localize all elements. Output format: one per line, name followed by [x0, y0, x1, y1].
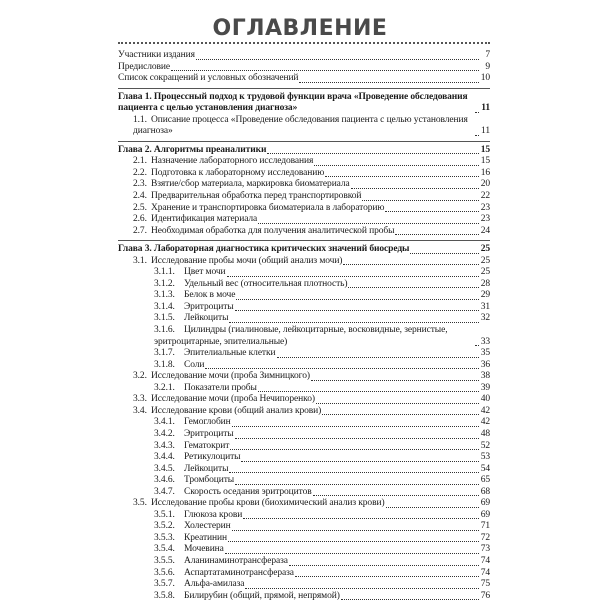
- toc-entry-number: 2.5.: [133, 202, 147, 213]
- toc-section-front: [118, 50, 490, 88]
- toc-page-number: 10: [480, 73, 490, 84]
- toc-entry-number: 3.2.: [133, 371, 147, 382]
- toc-page-number: 11: [481, 103, 490, 114]
- toc-page-number: 32: [480, 313, 490, 324]
- toc-dot-leader: [230, 449, 479, 450]
- toc-dot-leader: [232, 426, 479, 427]
- toc-entry-number: 2.7.: [133, 225, 147, 236]
- toc-dot-leader: [196, 59, 479, 60]
- toc-entry-text: Альфа-амилаза: [184, 579, 245, 590]
- toc-entry: [118, 429, 490, 441]
- toc-entry-text: Креатинин: [184, 532, 227, 543]
- toc-entry-title: [133, 498, 385, 510]
- toc-entry-text: Участники издания: [118, 50, 195, 60]
- toc-entry-number: 3.4.3.: [154, 440, 175, 451]
- toc-page-number: 69: [480, 498, 490, 509]
- toc-entry: [118, 325, 490, 348]
- toc-entry-text: Эпителиальные клетки: [184, 348, 276, 359]
- toc-entry: [118, 50, 490, 62]
- toc-entry-text: Подготовка к лабораторному исследованию: [151, 167, 325, 178]
- toc-entry-text: Необходимая обработка для получения аналитической пробы: [151, 225, 395, 236]
- toc-entry-text: Соли: [184, 359, 205, 370]
- toc-page-number: 33: [480, 336, 490, 347]
- toc-dot-leader: [225, 553, 479, 554]
- toc-entry-number: 2.2.: [133, 167, 147, 178]
- toc-entry-title: [133, 226, 394, 238]
- toc-entry-number: 2.6.: [133, 214, 147, 225]
- toc-dot-leader: [232, 530, 479, 531]
- toc-dot-leader: [267, 153, 479, 154]
- toc-dot-leader: [235, 310, 479, 311]
- toc-entry: [118, 313, 490, 325]
- toc-page-number: 74: [480, 555, 490, 566]
- toc-entry-number: 3.5.8.: [154, 590, 175, 601]
- toc-entry-number: 3.5.4.: [154, 544, 175, 555]
- toc-entry-title: [154, 360, 204, 372]
- toc-entry-text: Мочевина: [184, 544, 224, 555]
- toc-dot-leader: [475, 112, 479, 113]
- toc-entry: [118, 191, 490, 203]
- toc-page-number: 68: [480, 486, 490, 497]
- toc-dot-leader: [316, 403, 479, 404]
- toc-entry-text: Назначение лабораторного исследования: [151, 156, 314, 167]
- toc-page-number: 23: [480, 202, 490, 213]
- toc-dot-leader: [322, 414, 479, 415]
- toc-entry-text: Цвет мочи: [184, 267, 226, 278]
- toc-entry-title: [133, 168, 324, 180]
- toc-dot-leader: [229, 322, 479, 323]
- toc-dot-leader: [311, 380, 479, 381]
- toc-entry-number: 3.4.2.: [154, 428, 175, 439]
- toc-entry-text: Цилиндры (гиалиновые, лейкоцитарные, восковидные, зернистые, эритроцитарные, эпителиальные): [154, 325, 448, 347]
- toc-page-number: 52: [480, 440, 490, 451]
- toc-entry-title: [154, 417, 231, 429]
- toc-page-number: 72: [480, 532, 490, 543]
- toc-entry-text: Список сокращений и условных обозначений: [118, 73, 299, 84]
- toc-entry-text: Гемоглобин: [184, 417, 231, 428]
- toc-dot-leader: [475, 345, 479, 346]
- toc-entry: [118, 533, 490, 545]
- toc-page-number: 40: [480, 394, 490, 405]
- toc-entry-text: Глава 1. Процессный подход к трудовой функции врача «Проведение обследования пациента с целью установления диагноза»: [118, 91, 468, 114]
- toc-entry-number: 3.5.3.: [154, 532, 175, 543]
- toc-entry: [118, 394, 490, 406]
- toc-entry: [118, 73, 490, 85]
- toc-entry: [118, 226, 490, 238]
- toc-page-number: 24: [480, 225, 490, 236]
- toc-dot-leader: [386, 507, 479, 508]
- toc-entry-title: [154, 544, 224, 556]
- toc-entry: [118, 62, 490, 74]
- toc-entry-title: [133, 214, 257, 226]
- toc-entry: [118, 591, 490, 602]
- toc-entry-title: [154, 441, 229, 453]
- toc-page-number: 20: [480, 179, 490, 190]
- toc-entry-text: Предварительная обработка перед транспортировкой: [151, 191, 362, 202]
- toc-entry-number: 3.1.8.: [154, 359, 175, 370]
- toc-entry: [118, 406, 490, 418]
- toc-page-number: 74: [480, 567, 490, 578]
- toc-entry-title: [133, 394, 315, 406]
- toc-entry: [118, 168, 490, 180]
- toc-entry: [118, 568, 490, 580]
- toc-entry: [118, 360, 490, 372]
- toc-dot-leader: [314, 165, 479, 166]
- toc-dot-leader: [235, 484, 479, 485]
- toc-entry-text: Удельный вес (относительная плотность): [184, 278, 348, 289]
- toc-entry-number: 3.5.6.: [154, 567, 175, 578]
- toc-entry: [118, 521, 490, 533]
- toc-entry-text: Глюкоза крови: [184, 509, 243, 520]
- toc-entry: [118, 302, 490, 314]
- toc-dot-leader: [235, 438, 479, 439]
- toc-entry-number: 3.1.5.: [154, 313, 175, 324]
- toc-entry-text: Аланинаминотрансфераза: [184, 555, 288, 566]
- toc-entry-text: Билирубин (общий, прямой, непрямой): [184, 590, 340, 601]
- toc-entry-number: 3.1.: [133, 255, 147, 266]
- toc-entry-title: [154, 452, 240, 464]
- toc-entry-text: Холестерин: [184, 521, 231, 532]
- toc-page-number: 15: [480, 156, 490, 167]
- toc-entry-title: [154, 325, 474, 348]
- toc-section-chapter-1: [118, 88, 490, 141]
- toc-entry-number: 3.4.7.: [154, 486, 175, 497]
- toc-entry-title: [154, 533, 227, 545]
- toc-entry-number: 3.5.: [133, 498, 147, 509]
- toc-entry-title: [118, 145, 266, 157]
- toc-entry: [118, 290, 490, 302]
- toc-entry-text: Белок в моче: [184, 290, 236, 301]
- toc-page-number: 76: [480, 590, 490, 601]
- toc-entry-number: 3.1.6.: [154, 325, 175, 336]
- toc-entry-number: 3.4.1.: [154, 417, 175, 428]
- toc-entry-title: [154, 487, 312, 499]
- toc-entry-title: [154, 556, 288, 568]
- toc-entry: [118, 256, 490, 268]
- toc-entry-title: [133, 371, 310, 383]
- toc-entry-number: 3.4.6.: [154, 475, 175, 486]
- toc-page-number: 38: [480, 371, 490, 382]
- toc-entry: [118, 464, 490, 476]
- toc-entry-text: Скорость оседания эритроцитов: [184, 486, 312, 497]
- toc-entry-title: [133, 256, 342, 268]
- toc-dot-leader: [245, 588, 479, 589]
- toc-entry-title: [154, 348, 276, 360]
- toc-entry-title: [154, 429, 234, 441]
- toc-dot-leader: [475, 135, 479, 136]
- toc-entry-text: Исследование крови (общий анализ крови): [151, 405, 322, 416]
- toc-section-chapter-3: [118, 240, 490, 602]
- toc-entry-text: Показатели пробы: [184, 382, 257, 393]
- toc-entry-text: Глава 2. Алгоритмы преаналитики: [118, 144, 267, 155]
- toc-entry: [118, 498, 490, 510]
- toc-entry: [118, 441, 490, 453]
- toc-page-number: 11: [481, 126, 490, 137]
- toc-entry-title: [154, 290, 235, 302]
- toc-page-number: 73: [480, 544, 490, 555]
- toc-entry-text: Эритроциты: [184, 428, 234, 439]
- toc-entry-title: [118, 244, 409, 256]
- toc-entry-number: 3.1.2.: [154, 278, 175, 289]
- toc-dot-leader: [241, 461, 479, 462]
- toc-entry-number: 2.4.: [133, 191, 147, 202]
- toc-page-number: 22: [480, 191, 490, 202]
- toc-entry: [118, 348, 490, 360]
- toc-entry: [118, 179, 490, 191]
- toc-entry-title: [118, 62, 170, 74]
- toc-entry-text: Исследование пробы мочи (общий анализ мочи): [151, 255, 343, 266]
- toc-entry-number: 3.5.1.: [154, 509, 175, 520]
- toc-page-number: 39: [480, 382, 490, 393]
- toc-page-number: 75: [480, 579, 490, 590]
- toc-page-number: 35: [480, 348, 490, 359]
- toc-dot-leader: [289, 565, 479, 566]
- toc-entry-text: Гематокрит: [184, 440, 230, 451]
- toc-dot-leader: [299, 82, 479, 83]
- toc-page-number: 25: [480, 244, 490, 255]
- toc-entry-title: [133, 203, 384, 215]
- toc-entry-title: [154, 579, 244, 591]
- toc-entry-title: [154, 568, 294, 580]
- toc-entry-number: 3.5.5.: [154, 555, 175, 566]
- toc-dot-leader: [313, 495, 479, 496]
- toc-entry-title: [154, 521, 231, 533]
- toc-page-number: 16: [480, 167, 490, 178]
- toc-entry-title: [133, 406, 321, 418]
- toc-entry-number: 3.4.5.: [154, 463, 175, 474]
- toc-dot-leader: [228, 541, 479, 542]
- toc-page-number: 23: [480, 214, 490, 225]
- toc-dot-leader: [410, 253, 479, 254]
- toc-entry: [118, 556, 490, 568]
- toc-page-number: 29: [480, 290, 490, 301]
- toc-page-number: 42: [480, 405, 490, 416]
- toc-entry-number: 3.1.3.: [154, 290, 175, 301]
- toc-dot-leader: [227, 276, 479, 277]
- toc-entry: [118, 579, 490, 591]
- toc-page-number: 28: [480, 278, 490, 289]
- toc-entry: [118, 156, 490, 168]
- toc-entry-text: Исследование мочи (проба Нечипоренко): [151, 394, 315, 405]
- toc-entry-text: Глава 3. Лабораторная диагностика критических значений биосреды: [118, 244, 410, 255]
- toc-entry-text: Взятие/сбор материала, маркировка биоматериала: [151, 179, 350, 190]
- toc-entry: [118, 475, 490, 487]
- toc-page-number: 53: [480, 452, 490, 463]
- toc-entry-text: Идентификация материала: [151, 214, 258, 225]
- toc-dot-leader: [351, 188, 479, 189]
- toc-page-number: 65: [480, 475, 490, 486]
- toc-dot-leader: [385, 211, 479, 212]
- toc-entry-title: [133, 115, 474, 138]
- toc-entry: [118, 487, 490, 499]
- toc-dot-leader: [277, 357, 480, 358]
- toc-dot-leader: [295, 576, 479, 577]
- toc-entry-title: [133, 156, 313, 168]
- toc-entry-text: Предисловие: [118, 61, 171, 72]
- title-dotted-rule: [118, 42, 490, 44]
- toc-entry-title: [118, 92, 474, 115]
- toc-entry-number: 3.3.: [133, 394, 147, 405]
- page-title: ОГЛАВЛЕНИЕ: [212, 16, 388, 41]
- toc-entry-text: Хранение и транспортировка биоматериала в лабораторию: [151, 202, 385, 213]
- toc-entry-number: 3.1.1.: [154, 267, 175, 278]
- toc-entry-text: Эритроциты: [184, 301, 234, 312]
- toc-entry: [118, 544, 490, 556]
- toc-entry: [118, 203, 490, 215]
- toc-entry-title: [118, 73, 298, 85]
- toc-entry-title: [154, 464, 228, 476]
- toc-entry-number: 1.1.: [133, 114, 147, 125]
- toc-page-number: 9: [485, 61, 490, 72]
- toc-entry-title: [133, 179, 350, 191]
- toc-entry-text: Лейкоциты: [184, 463, 229, 474]
- toc-dot-leader: [243, 518, 479, 519]
- toc-entry-number: 3.1.4.: [154, 301, 175, 312]
- toc-chapter-entry: [118, 244, 490, 256]
- toc-page-number: 25: [480, 255, 490, 266]
- toc-dot-leader: [229, 472, 479, 473]
- toc-entry-title: [154, 267, 226, 279]
- toc-entry: [118, 452, 490, 464]
- toc-entry-title: [118, 50, 195, 62]
- toc-entry-title: [154, 383, 257, 395]
- toc-entry-number: 3.2.1.: [154, 382, 175, 393]
- table-of-contents: [118, 50, 490, 602]
- toc-entry-number: 2.1.: [133, 156, 147, 167]
- toc-dot-leader: [395, 234, 479, 235]
- toc-entry-title: [154, 279, 347, 291]
- toc-chapter-entry: [118, 145, 490, 157]
- toc-dot-leader: [205, 368, 479, 369]
- toc-entry-number: 3.4.: [133, 405, 147, 416]
- toc-entry-number: 3.5.7.: [154, 579, 175, 590]
- toc-page-number: 48: [480, 428, 490, 439]
- toc-page-number: 69: [480, 509, 490, 520]
- toc-entry-text: Исследование пробы крови (биохимический анализ крови): [151, 498, 385, 509]
- toc-page-number: 71: [480, 521, 490, 532]
- toc-dot-leader: [325, 176, 479, 177]
- toc-dot-leader: [258, 223, 479, 224]
- toc-section-chapter-2: [118, 141, 490, 240]
- toc-entry: [118, 510, 490, 522]
- toc-page-number: 42: [480, 417, 490, 428]
- toc-dot-leader: [362, 200, 479, 201]
- toc-entry-title: [154, 313, 228, 325]
- toc-entry-title: [154, 302, 234, 314]
- toc-dot-leader: [343, 264, 479, 265]
- toc-entry-title: [154, 510, 242, 522]
- toc-entry: [118, 279, 490, 291]
- toc-entry-number: 2.3.: [133, 179, 147, 190]
- toc-page-number: 36: [480, 359, 490, 370]
- toc-entry-text: Тромбоциты: [184, 475, 235, 486]
- toc-page-number: 25: [480, 267, 490, 278]
- toc-entry: [118, 383, 490, 395]
- toc-entry-text: Исследование мочи (проба Зимницкого): [151, 371, 310, 382]
- toc-page-number: 15: [480, 144, 490, 155]
- toc-entry-number: 3.5.2.: [154, 521, 175, 532]
- toc-dot-leader: [348, 287, 479, 288]
- toc-entry-text: Лейкоциты: [184, 313, 229, 324]
- toc-chapter-entry: [118, 92, 490, 115]
- toc-entry-text: Аспартатаминотрансфераза: [184, 567, 294, 578]
- toc-dot-leader: [258, 391, 479, 392]
- toc-entry-title: [154, 591, 340, 602]
- toc-entry-number: 3.1.7.: [154, 348, 175, 359]
- toc-entry: [118, 371, 490, 383]
- toc-page-number: 7: [485, 50, 490, 60]
- toc-page-number: 31: [480, 301, 490, 312]
- toc-entry-title: [154, 475, 234, 487]
- toc-entry-text: Ретикулоциты: [184, 452, 241, 463]
- toc-entry: [118, 115, 490, 138]
- toc-entry: [118, 417, 490, 429]
- toc-entry-title: [133, 191, 361, 203]
- toc-dot-leader: [236, 299, 479, 300]
- toc-entry-number: 3.4.4.: [154, 452, 175, 463]
- toc-dot-leader: [171, 70, 479, 71]
- toc-entry-text: Описание процесса «Проведение обследования пациента с целью установления диагноза»: [133, 114, 468, 137]
- toc-entry: [118, 214, 490, 226]
- toc-entry: [118, 267, 490, 279]
- toc-page-number: 54: [480, 463, 490, 474]
